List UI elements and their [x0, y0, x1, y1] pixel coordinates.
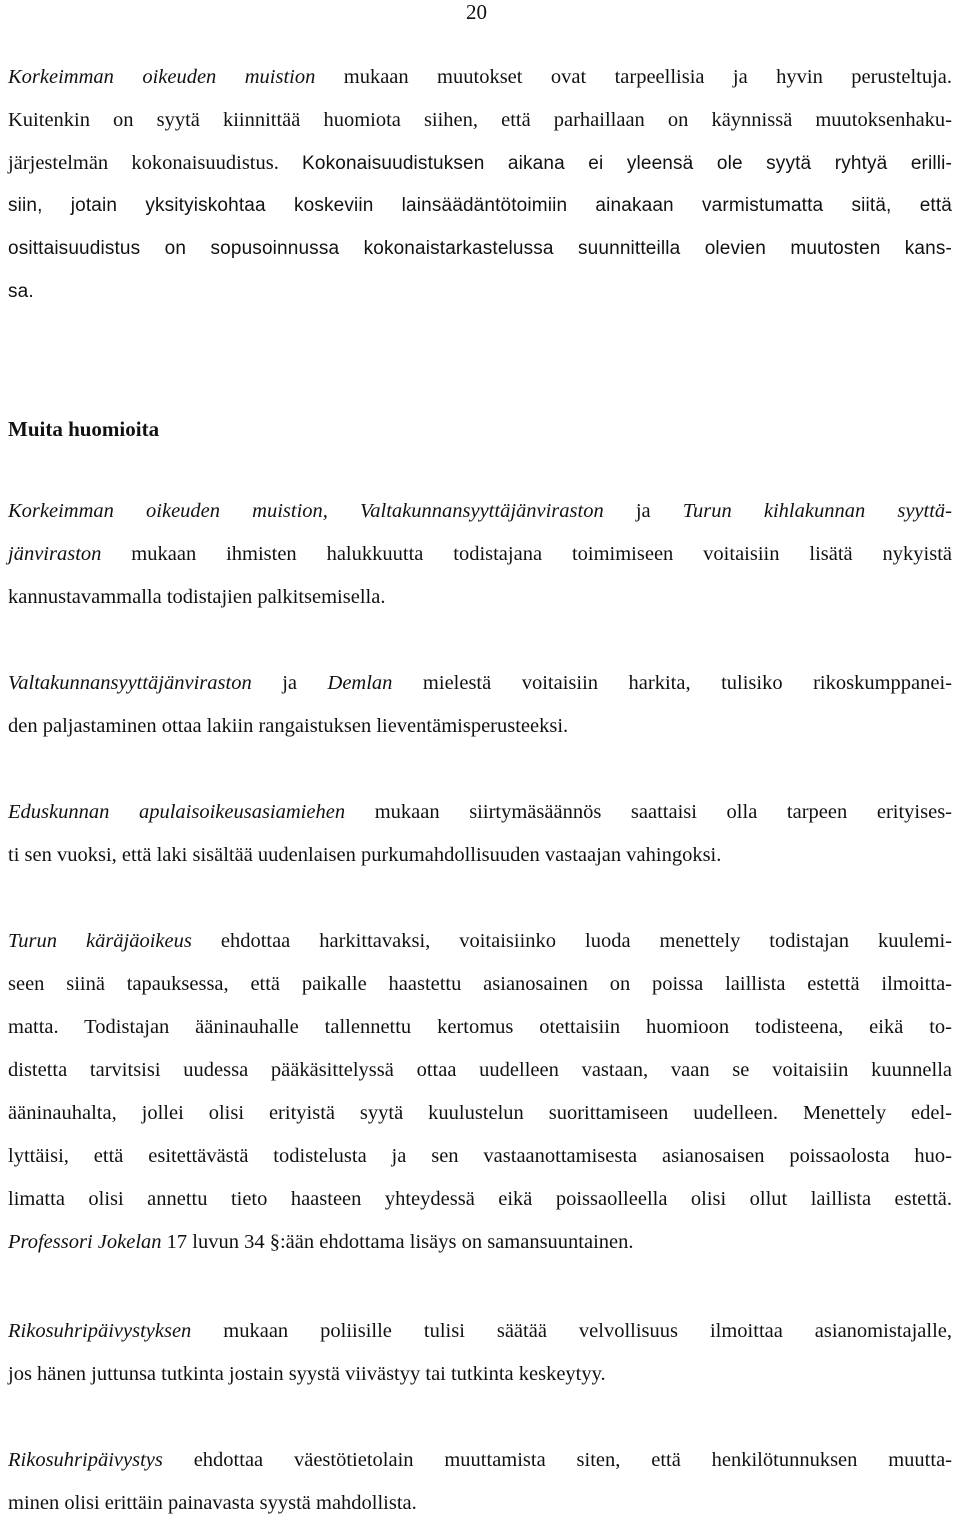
text-line: Kuitenkin on syytä kiinnittää huomiota siihen, että parhaillaan on käynnissä muutoksenhaku- — [8, 109, 952, 131]
text-line: seen siinä tapauksessa, että paikalle haastettu asianosainen on poissa laillista estettä ilmoitta- — [8, 973, 952, 995]
paragraph-2 — [8, 500, 952, 629]
text-line: ti sen vuoksi, että laki sisältää uudenlaisen purkumahdollisuuden vastaajan vahingoksi. — [8, 844, 722, 866]
text-line: limatta olisi annettu tieto haasteen yhteydessä eikä poissaolleella olisi ollut laillista estettä. — [8, 1188, 952, 1210]
text-line: Eduskunnan apulaisoikeusasiamiehen mukaan siirtymäsäännös saattaisi olla tarpeen erityises- — [8, 801, 952, 823]
paragraph-1 — [8, 66, 952, 324]
paragraph-7 — [8, 1449, 952, 1535]
text-line: Korkeimman oikeuden muistion mukaan muutokset ovat tarpeellisia ja hyvin perusteltuja. — [8, 66, 953, 88]
italic-reference: Korkeimman oikeuden muistion — [8, 66, 316, 88]
text-line: Korkeimman oikeuden muistion, Valtakunnansyyttäjänviraston ja Turun kihlakunnan syyttä- — [8, 500, 952, 522]
paragraph-3 — [8, 672, 952, 758]
text-line: Turun käräjäoikeus ehdottaa harkittavaksi, voitaisiinko luoda menettely todistajan kuulemi- — [8, 930, 952, 952]
paragraph-5 — [8, 930, 952, 1274]
text-line: osittaisuudistus on sopusoinnussa kokonaistarkastelussa suunnitteilla olevien muutosten kans- — [8, 238, 952, 259]
text-line: jos hänen juttunsa tutkinta jostain syystä viivästyy tai tutkinta keskeytyy. — [8, 1363, 606, 1385]
text-line: Valtakunnansyyttäjänviraston ja Demlan mielestä voitaisiin harkita, tulisiko rikoskumppanei- — [8, 672, 953, 694]
text-line: lyttäisi, että esitettävästä todistelusta ja sen vastaanottamisesta asianosaisen poissaolosta huo- — [8, 1145, 952, 1167]
text-line: den paljastaminen ottaa lakiin rangaistuksen lieventämisperusteeksi. — [8, 715, 569, 737]
text-line: kannustavammalla todistajien palkitsemisella. — [8, 586, 386, 608]
section-heading: Muita huomioita — [8, 417, 160, 441]
text-line: siin, jotain yksityiskohtaa koskeviin lainsäädäntötoimiin ainakaan varmistumatta siitä, että — [8, 195, 952, 216]
text-line: järjestelmän kokonaisuudistus. Kokonaisuudistuksen aikana ei yleensä ole syytä ryhtyä erilli- — [8, 152, 952, 174]
text-line: Professori Jokelan 17 luvun 34 §:ään ehdottama lisäys on samansuuntainen. — [8, 1231, 634, 1253]
text-line: Rikosuhripäivystyksen mukaan poliisille tulisi säätää velvollisuus ilmoittaa asianomistajalle, — [8, 1320, 952, 1342]
page-number: 20 — [466, 0, 487, 24]
paragraph-6 — [8, 1320, 952, 1406]
text-line: jänviraston mukaan ihmisten halukkuutta todistajana toimimiseen voitaisiin lisätä nykyistä — [8, 543, 952, 565]
text-line: minen olisi erittäin painavasta syystä mahdollista. — [8, 1492, 417, 1514]
text-line: ääninauhalta, jollei olisi erityistä syytä kuulustelun suorittamiseen uudelleen. Menettely edel- — [8, 1102, 952, 1124]
text-line: Rikosuhripäivystys ehdottaa väestötietolain muuttamista siten, että henkilötunnuksen muutta- — [8, 1449, 952, 1471]
text-line: matta. Todistajan ääninauhalle tallennettu kertomus otettaisiin huomioon todisteena, eikä to- — [8, 1016, 952, 1038]
text-line: sa. — [8, 281, 34, 302]
text-line: distetta tarvitsisi uudessa pääkäsittelyssä ottaa uudelleen vastaan, vaan se voitaisiin kuunnella — [8, 1059, 952, 1081]
paragraph-4 — [8, 801, 952, 887]
